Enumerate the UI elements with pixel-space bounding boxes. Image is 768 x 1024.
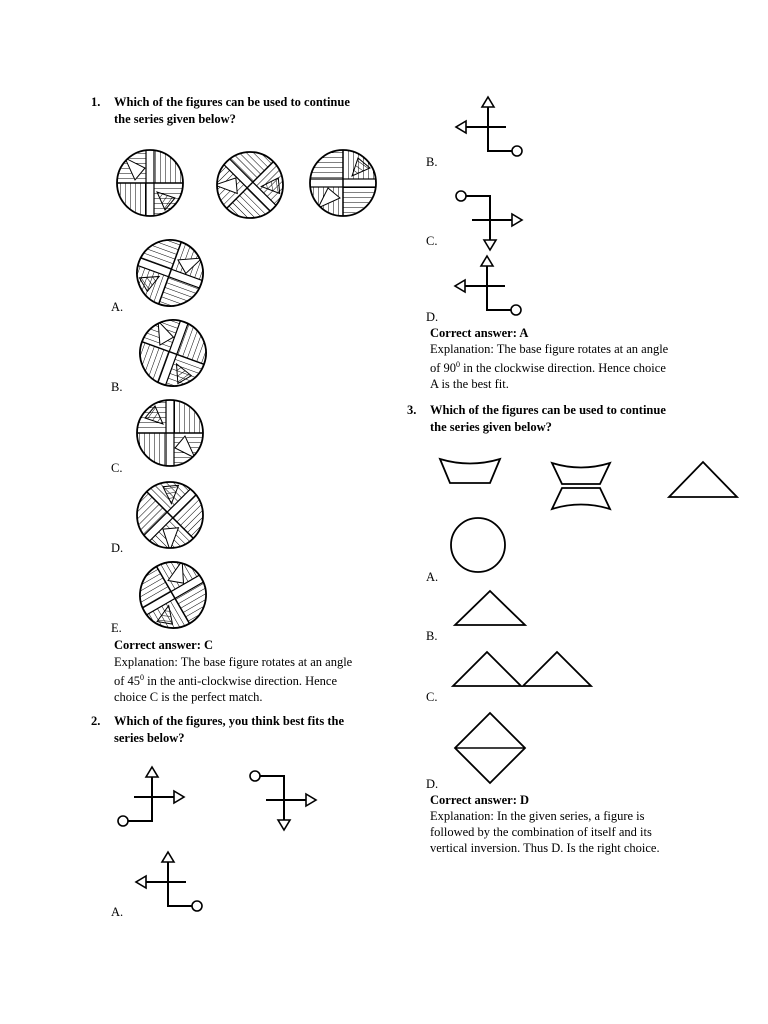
- q1-explanation-line3: choice C is the perfect match.: [114, 690, 263, 705]
- q1-text-line2: the series given below?: [114, 112, 236, 126]
- q3-explanation-line2: followed by the combination of itself and its: [430, 825, 652, 839]
- q1-option-c-label: C.: [111, 461, 123, 475]
- q2-text-line2: series below?: [114, 731, 185, 745]
- q3-correct-answer: Correct answer: D: [430, 793, 530, 807]
- q1-option-a-figure: [135, 238, 205, 308]
- q1-option-e-label: E.: [111, 621, 122, 635]
- q2-option-a-figure: [128, 850, 208, 920]
- q2-text-line1: Which of the figures, you think best fits the: [114, 714, 344, 728]
- q1-explanation-line2: [114, 670, 364, 689]
- q2-number: 2.: [91, 714, 101, 728]
- q3-option-b-figure: [452, 588, 528, 628]
- q1-option-d-label: D.: [111, 541, 124, 555]
- q1-option-b-label: B.: [111, 380, 123, 394]
- q1-explanation: [114, 654, 364, 705]
- q3-series-figure-1: [438, 456, 502, 486]
- q3-option-b-label: B.: [426, 629, 438, 643]
- q2-option-a-label: A.: [111, 905, 124, 919]
- q2-text: [114, 713, 344, 747]
- q1-text: [114, 94, 350, 128]
- q2-correct-answer: Correct answer: A: [430, 326, 529, 340]
- q2-explanation-line2-post: in the clockwise direction. Hence choice: [460, 361, 666, 376]
- q1-series-figure-2: [215, 150, 285, 220]
- q1-option-b-figure: [138, 318, 208, 388]
- q2-series-figure-2: [244, 762, 324, 842]
- q3-text: [430, 402, 666, 436]
- q1-series-figure-1: [115, 148, 185, 218]
- q3-option-c-label: C.: [426, 690, 438, 704]
- q2-option-c-figure: [450, 172, 530, 242]
- q1-correct-answer: Correct answer: C: [114, 638, 214, 652]
- q3-option-a-figure: [448, 516, 508, 574]
- q2-option-c-label: C.: [426, 234, 438, 248]
- q3-option-c-figure: [450, 649, 596, 689]
- q3-series-figure-3: [666, 459, 740, 501]
- q1-explanation-degree: 0: [140, 673, 145, 682]
- q3-explanation: [430, 808, 700, 856]
- q2-explanation-line2: [430, 357, 680, 376]
- q1-series-figure-3: [308, 148, 378, 218]
- q3-option-d-figure: [452, 710, 528, 786]
- q2-explanation-line1: Explanation: The base figure rotates at an angle: [430, 342, 669, 356]
- q2-explanation-degree: 0: [456, 360, 461, 369]
- q3-option-d-label: D.: [426, 777, 439, 791]
- q1-explanation-line2-pre: of 45: [114, 674, 141, 689]
- q1-option-d-figure: [135, 480, 205, 550]
- q2-explanation-line2-pre: of 90: [430, 361, 457, 376]
- q1-explanation-line1: Explanation: The base figure rotates at an angle: [114, 655, 353, 669]
- q2-explanation: [430, 341, 680, 392]
- q3-series-figure-2: [550, 460, 612, 512]
- q2-option-b-label: B.: [426, 155, 438, 169]
- q3-explanation-line1: Explanation: In the given series, a figure is: [430, 809, 645, 823]
- q2-option-b-figure: [448, 95, 528, 165]
- q1-option-a-label: A.: [111, 300, 124, 314]
- q3-text-line2: the series given below?: [430, 420, 552, 434]
- q2-option-d-label: D.: [426, 310, 439, 324]
- q2-series-figure-1: [112, 765, 192, 835]
- q1-option-e-figure: [138, 560, 208, 630]
- q1-text-line1: Which of the figures can be used to continue: [114, 95, 350, 109]
- q1-explanation-line2-post: in the anti-clockwise direction. Hence: [144, 674, 338, 689]
- q2-option-d-figure: [447, 254, 527, 324]
- q1-number: 1.: [91, 95, 101, 109]
- q1-option-c-figure: [135, 398, 205, 468]
- q3-explanation-line3: vertical inversion. Thus D. Is the right choice.: [430, 841, 660, 855]
- q3-number: 3.: [407, 403, 417, 417]
- q3-text-line1: Which of the figures can be used to continue: [430, 403, 666, 417]
- q2-explanation-line3: A is the best fit.: [430, 377, 509, 392]
- q3-option-a-label: A.: [426, 570, 439, 584]
